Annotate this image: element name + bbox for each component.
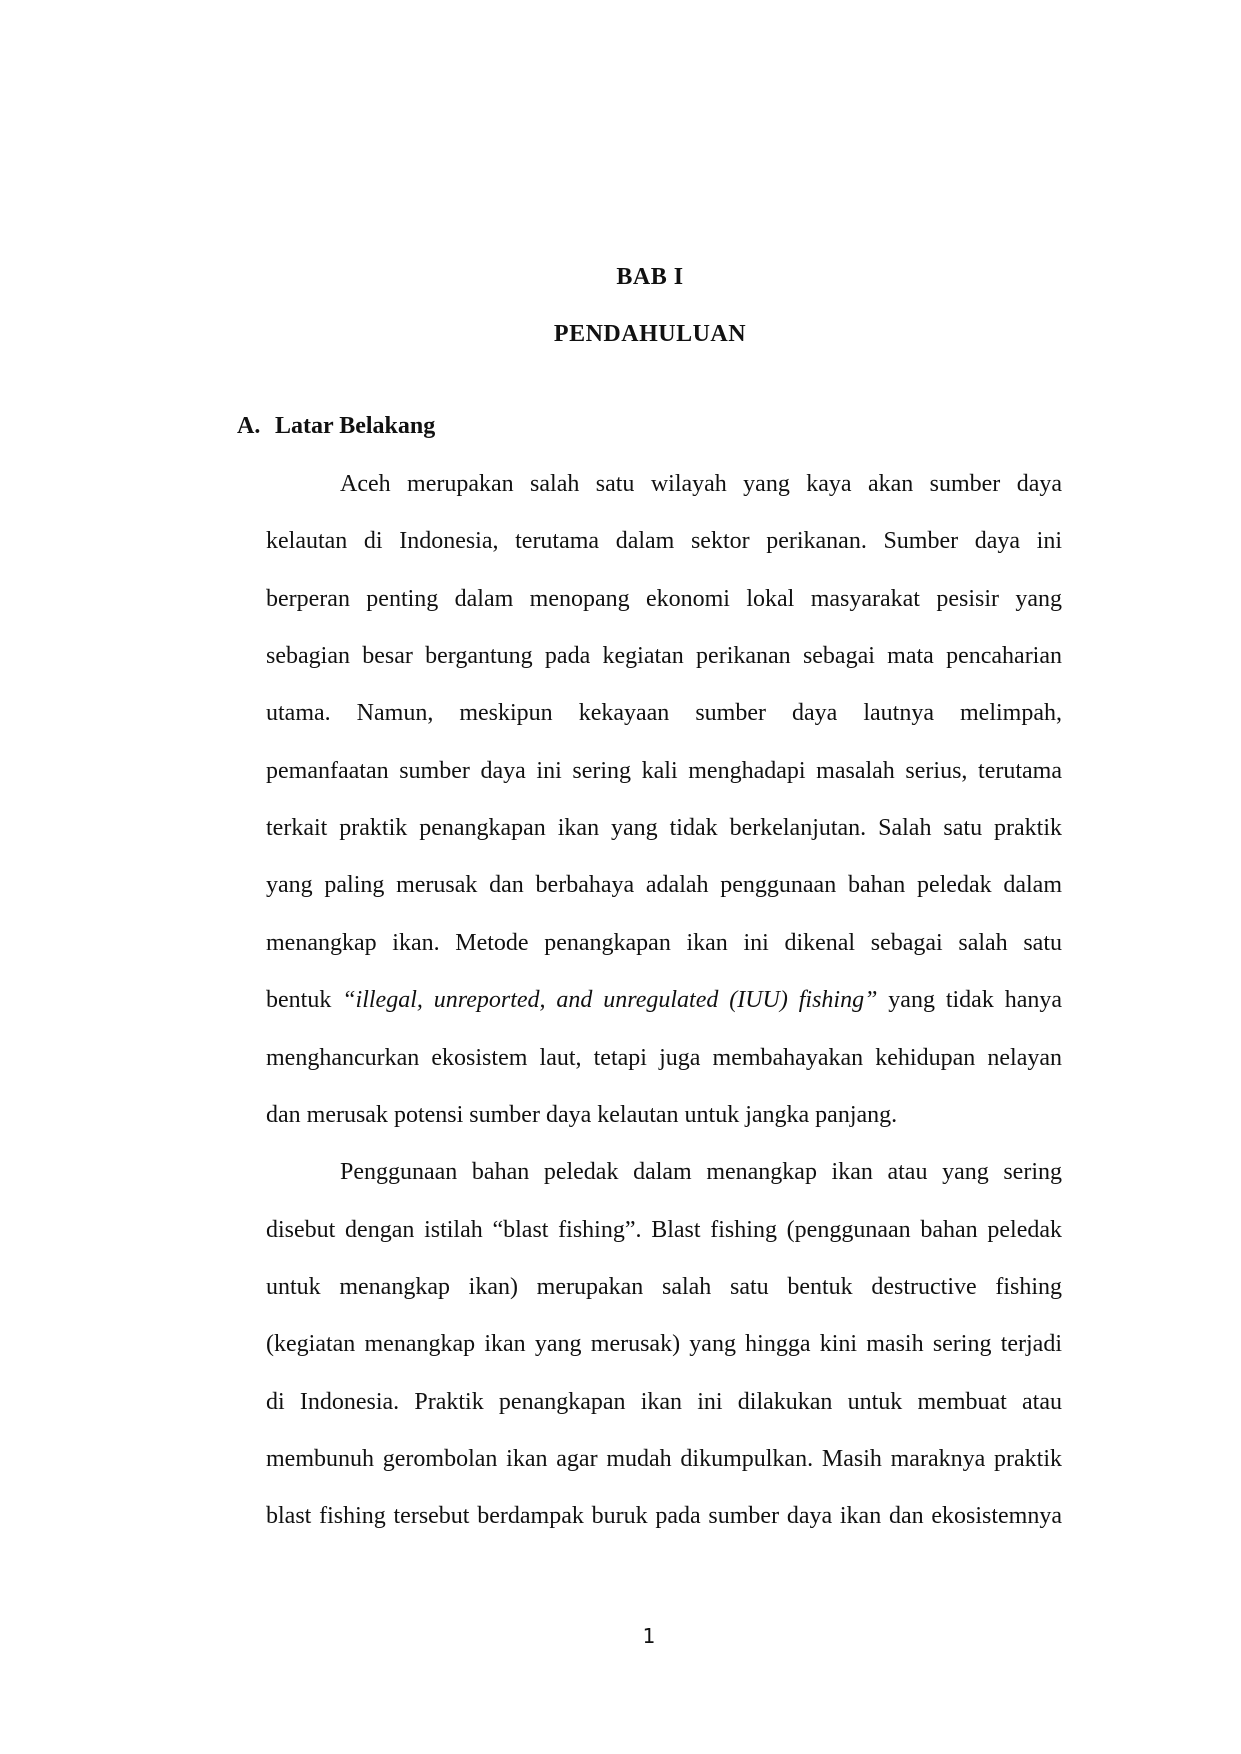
text-segment: blast fishing tersebut berdampak buruk pada sumber daya ikan dan ekosistemnya [266, 1503, 1062, 1530]
text-segment: (kegiatan menangkap ikan yang merusak) yang hingga kini masih sering terjadi [266, 1331, 1062, 1358]
text-segment: membunuh gerombolan ikan agar mudah dikumpulkan. Masih maraknya praktik [266, 1445, 1062, 1472]
section-title: Latar Belakang [275, 413, 436, 439]
text-line [340, 472, 1062, 496]
text-segment: Penggunaan bahan peledak dalam menangkap ikan atau yang sering [340, 1159, 1062, 1186]
text-line [266, 1218, 1062, 1242]
chapter-title: PENDAHULUAN [553, 321, 747, 347]
text-line [266, 1447, 1062, 1471]
text-segment: kelautan di Indonesia, terutama dalam sektor perikanan. Sumber daya ini [266, 528, 1062, 555]
text-line [266, 1275, 1062, 1299]
text-line [266, 1390, 1062, 1414]
text-line [266, 816, 1062, 840]
text-segment: yang paling merusak dan berbahaya adalah penggunaan bahan peledak dalam [266, 872, 1062, 899]
text-segment: untuk menangkap ikan) merupakan salah satu bentuk destructive fishing [266, 1273, 1062, 1300]
text-line [266, 644, 1062, 668]
page-number: 1 [642, 1624, 656, 1648]
text-line [266, 587, 1062, 611]
text-line [266, 1103, 1062, 1127]
text-line [266, 1504, 1062, 1528]
text-segment: di Indonesia. Praktik penangkapan ikan ini dilakukan untuk membuat atau [266, 1388, 1062, 1415]
text-segment: utama. Namun, meskipun kekayaan sumber daya lautnya melimpah, [266, 700, 1062, 727]
text-segment: menangkap ikan. Metode penangkapan ikan ini dikenal sebagai salah satu [266, 929, 1062, 956]
text-line [266, 873, 1062, 897]
section-heading [237, 414, 435, 438]
text-segment: dan merusak potensi sumber daya kelautan untuk jangka panjang. [266, 1101, 898, 1128]
section-number: A. [237, 413, 261, 439]
text-segment: sebagian besar bergantung pada kegiatan perikanan sebagai mata pencaharian [266, 643, 1062, 670]
chapter-number: BAB I [616, 264, 684, 290]
text-line [266, 1332, 1062, 1356]
text-segment: pemanfaatan sumber daya ini sering kali menghadapi masalah serius, terutama [266, 757, 1062, 784]
text-segment: menghancurkan ekosistem laut, tetapi juga membahayakan kehidupan nelayan [266, 1044, 1062, 1071]
text-segment: yang tidak hanya [877, 987, 1063, 1014]
text-line [266, 1046, 1062, 1070]
text-line [266, 529, 1062, 553]
text-line [266, 759, 1062, 783]
text-line [266, 931, 1062, 955]
text-segment: bentuk [266, 987, 343, 1014]
text-segment: Aceh merupakan salah satu wilayah yang kaya akan sumber daya [340, 471, 1062, 497]
italic-term: “illegal, unreported, and unregulated (IUU) fishing” [342, 987, 878, 1014]
text-segment: berperan penting dalam menopang ekonomi lokal masyarakat pesisir yang [266, 585, 1062, 612]
text-line [340, 1160, 1062, 1184]
text-line [266, 988, 1062, 1012]
text-segment: terkait praktik penangkapan ikan yang tidak berkelanjutan. Salah satu praktik [266, 815, 1062, 842]
text-segment: disebut dengan istilah “blast fishing”. Blast fishing (penggunaan bahan peledak [266, 1216, 1062, 1243]
text-line [266, 701, 1062, 725]
